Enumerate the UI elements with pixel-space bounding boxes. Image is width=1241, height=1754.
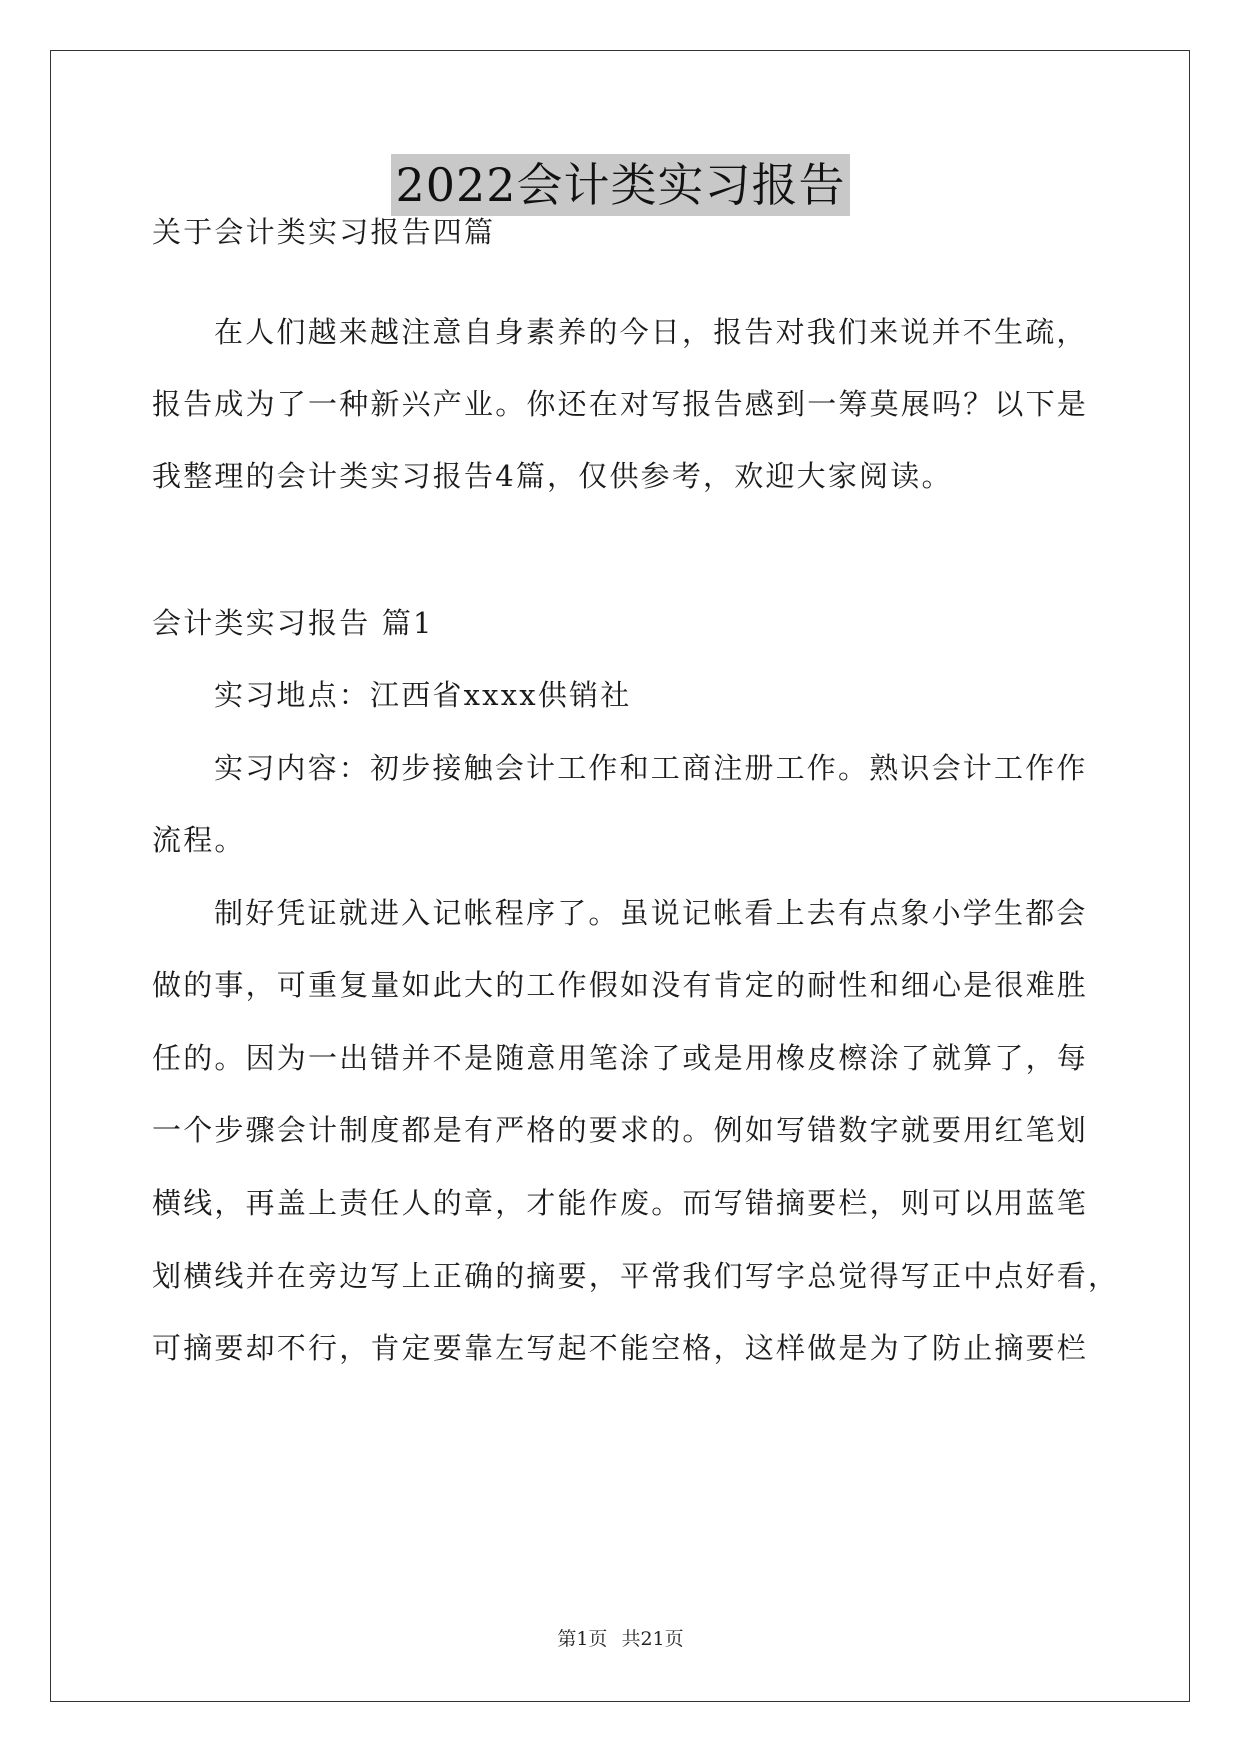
body-line-6: 任的。因为一出错并不是随意用笔涂了或是用橡皮檫涂了就算了，每 bbox=[152, 1041, 1089, 1075]
intro-line-2: 报告成为了一种新兴产业。你还在对写报告感到一筹莫展吗？以下是 bbox=[152, 387, 1089, 421]
page-total: 共21页 bbox=[621, 1628, 684, 1650]
body-line-8: 横线，再盖上责任人的章，才能作废。而写错摘要栏，则可以用蓝笔 bbox=[152, 1186, 1089, 1220]
body-line-7: 一个步骤会计制度都是有严格的要求的。例如写错数字就要用红笔划 bbox=[152, 1113, 1089, 1147]
title-container bbox=[0, 154, 1241, 216]
document-title: 2022会计类实习报告 bbox=[391, 154, 849, 216]
body-line-5: 做的事，可重复量如此大的工作假如没有肯定的耐性和细心是很难胜 bbox=[152, 968, 1089, 1002]
document-subtitle: 关于会计类实习报告四篇 bbox=[152, 215, 496, 249]
body-line-9: 划横线并在旁边写上正确的摘要，平常我们写字总觉得写正中点好看， bbox=[152, 1259, 1120, 1293]
page-number: 第1页 bbox=[557, 1628, 608, 1650]
body-line-10: 可摘要却不行，肯定要靠左写起不能空格，这样做是为了防止摘要栏 bbox=[152, 1331, 1089, 1365]
page-footer bbox=[0, 1626, 1241, 1652]
body-line-1: 实习地点：江西省xxxx供销社 bbox=[214, 678, 632, 712]
section-heading: 会计类实习报告 篇1 bbox=[152, 606, 434, 640]
body-line-4: 制好凭证就进入记帐程序了。虽说记帐看上去有点象小学生都会 bbox=[214, 896, 1088, 930]
body-line-3: 流程。 bbox=[152, 823, 246, 857]
page-border bbox=[50, 50, 1190, 1702]
intro-line-3: 我整理的会计类实习报告4篇，仅供参考，欢迎大家阅读。 bbox=[152, 459, 953, 493]
intro-line-1: 在人们越来越注意自身素养的今日，报告对我们来说并不生疏， bbox=[214, 315, 1088, 349]
body-line-2: 实习内容：初步接触会计工作和工商注册工作。熟识会计工作作 bbox=[214, 751, 1088, 785]
